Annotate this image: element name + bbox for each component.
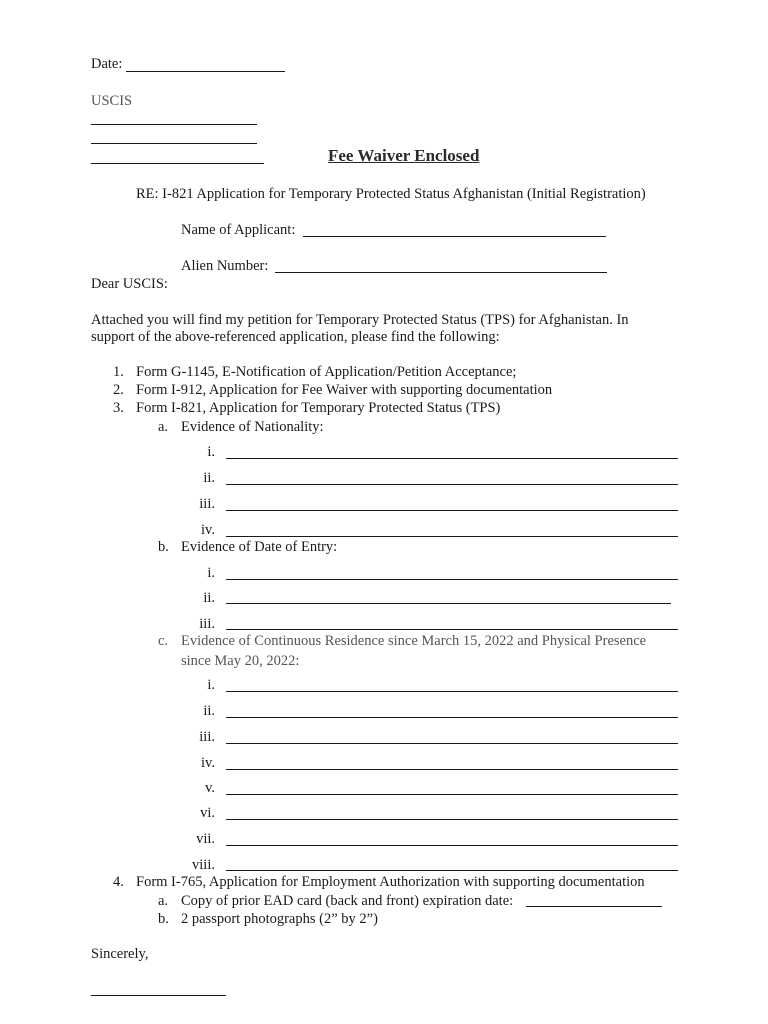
roman-numeral: i. <box>207 565 215 581</box>
closing: Sincerely, <box>91 946 149 962</box>
entry-line[interactable] <box>226 691 678 692</box>
entry-line[interactable] <box>226 794 678 795</box>
list-item: Form G-1145, E-Notification of Application/Petition Acceptance; <box>136 364 517 380</box>
entry-line[interactable] <box>226 603 671 604</box>
list-item: Form I-821, Application for Temporary Protected Status (TPS) <box>136 400 501 416</box>
entry-line[interactable] <box>226 870 678 871</box>
roman-numeral: vi. <box>200 805 215 821</box>
list-number: 2. <box>113 382 124 398</box>
roman-numeral: ii. <box>203 470 215 486</box>
roman-numeral: ii. <box>203 590 215 606</box>
list-number: 1. <box>113 364 124 380</box>
roman-numeral: i. <box>207 444 215 460</box>
entry-line[interactable] <box>226 510 678 511</box>
entry-line[interactable] <box>226 579 678 580</box>
document-title: Fee Waiver Enclosed <box>328 146 480 165</box>
entry-line[interactable] <box>226 717 678 718</box>
sub-letter: c. <box>158 633 169 649</box>
roman-numeral: iii. <box>199 616 215 632</box>
signature-line[interactable] <box>91 995 226 996</box>
entry-line[interactable] <box>226 845 678 846</box>
list-item: Form I-765, Application for Employment Authorization with supporting documentation <box>136 874 645 890</box>
intro-line-2: support of the above-referenced application, please find the following: <box>91 329 500 345</box>
roman-numeral: vii. <box>196 831 215 847</box>
sub-letter: b. <box>158 539 169 555</box>
entry-line[interactable] <box>226 629 678 630</box>
sub-letter: a. <box>158 419 169 435</box>
address-line-1[interactable] <box>91 124 257 125</box>
roman-numeral: iv. <box>201 522 215 538</box>
applicant-label: Name of Applicant: <box>181 222 296 238</box>
roman-numeral: iii. <box>199 729 215 745</box>
roman-numeral: viii. <box>192 857 215 873</box>
address-line-2[interactable] <box>91 143 257 144</box>
date-field[interactable] <box>126 71 285 72</box>
recipient: USCIS <box>91 93 133 109</box>
entry-line[interactable] <box>226 458 678 459</box>
roman-numeral: iv. <box>201 755 215 771</box>
list-item: Form I-912, Application for Fee Waiver with supporting documentation <box>136 382 553 398</box>
roman-numeral: v. <box>205 780 215 796</box>
list-number: 4. <box>113 874 124 890</box>
sub-letter: a. <box>158 893 169 909</box>
expiration-date-field[interactable] <box>526 906 662 907</box>
entry-line[interactable] <box>226 743 678 744</box>
entry-line[interactable] <box>226 769 678 770</box>
address-line-3[interactable] <box>91 163 264 164</box>
re-line: RE: I-821 Application for Temporary Protected Status Afghanistan (Initial Registration) <box>136 186 646 202</box>
roman-numeral: iii. <box>199 496 215 512</box>
alien-number-field[interactable] <box>275 272 607 273</box>
roman-numeral: ii. <box>203 703 215 719</box>
roman-numeral: i. <box>207 677 215 693</box>
applicant-name-field[interactable] <box>303 236 606 237</box>
sub-item-date-of-entry: Evidence of Date of Entry: <box>181 539 338 555</box>
alien-number-label: Alien Number: <box>181 258 269 274</box>
sub-item-residence: Evidence of Continuous Residence since March 15, 2022 and Physical Presence <box>181 633 647 649</box>
sub-item-photographs: 2 passport photographs (2” by 2”) <box>181 911 378 927</box>
sub-letter: b. <box>158 911 169 927</box>
date-label: Date: <box>91 56 123 72</box>
entry-line[interactable] <box>226 819 678 820</box>
entry-line[interactable] <box>226 536 678 537</box>
salutation: Dear USCIS: <box>91 276 168 292</box>
sub-item-nationality: Evidence of Nationality: <box>181 419 324 435</box>
sub-item-residence-cont: since May 20, 2022: <box>181 653 300 669</box>
entry-line[interactable] <box>226 484 678 485</box>
list-number: 3. <box>113 400 124 416</box>
intro-line-1: Attached you will find my petition for Temporary Protected Status (TPS) for Afghanistan. In <box>91 312 629 328</box>
sub-item-ead-copy: Copy of prior EAD card (back and front) expiration date: <box>181 893 514 909</box>
